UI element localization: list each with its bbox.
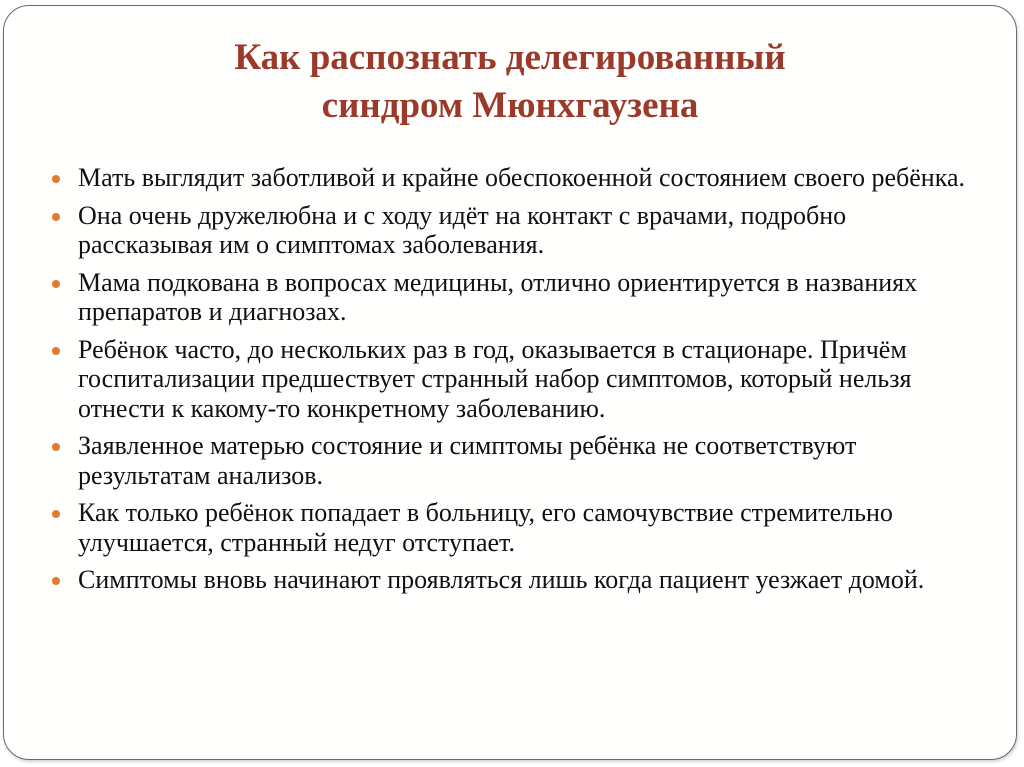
bullet-list xyxy=(48,163,968,603)
bullet-text: Ребёнок часто, до нескольких раз в год, оказывается в стационаре. Причём госпитализации предшествует странный набор симптомов, который нельзя отнести к какому-то конкретному заболеванию. xyxy=(78,334,912,423)
bullet-item xyxy=(48,431,968,490)
bullet-text: Мама подкована в вопросах медицины, отлично ориентируется в названиях препаратов и диагнозах. xyxy=(78,267,918,326)
bullet-dot-icon xyxy=(52,347,60,355)
bullet-dot-icon xyxy=(52,577,60,585)
bullet-text: Она очень дружелюбна и с ходу идёт на контакт с врачами, подробно рассказывая им о симптомах заболевания. xyxy=(78,200,847,259)
bullet-dot-icon xyxy=(52,510,60,518)
bullet-dot-icon xyxy=(52,213,60,221)
bullet-item xyxy=(48,335,968,424)
bullet-text: Мать выглядит заботливой и крайне обеспокоенной состоянием своего ребёнка. xyxy=(78,163,965,192)
slide-title xyxy=(80,34,940,130)
title-line-2: синдром Мюнхгаузена xyxy=(321,85,699,126)
bullet-item xyxy=(48,268,968,327)
bullet-text: Заявленное матерью состояние и симптомы ребёнка не соответствуют результатам анализов. xyxy=(78,431,857,490)
bullet-dot-icon xyxy=(52,175,60,183)
bullet-text: Как только ребёнок попадает в больницу, его самочувствие стремительно улучшается, странный недуг отступает. xyxy=(78,498,893,557)
bullet-dot-icon xyxy=(52,280,60,288)
bullet-item xyxy=(48,498,968,557)
bullet-dot-icon xyxy=(52,443,60,451)
bullet-item xyxy=(48,163,968,193)
bullet-item xyxy=(48,201,968,260)
bullet-item xyxy=(48,565,968,595)
bullet-text: Симптомы вновь начинают проявляться лишь когда пациент уезжает домой. xyxy=(78,565,925,594)
title-line-1: Как распознать делегированный xyxy=(234,37,786,78)
